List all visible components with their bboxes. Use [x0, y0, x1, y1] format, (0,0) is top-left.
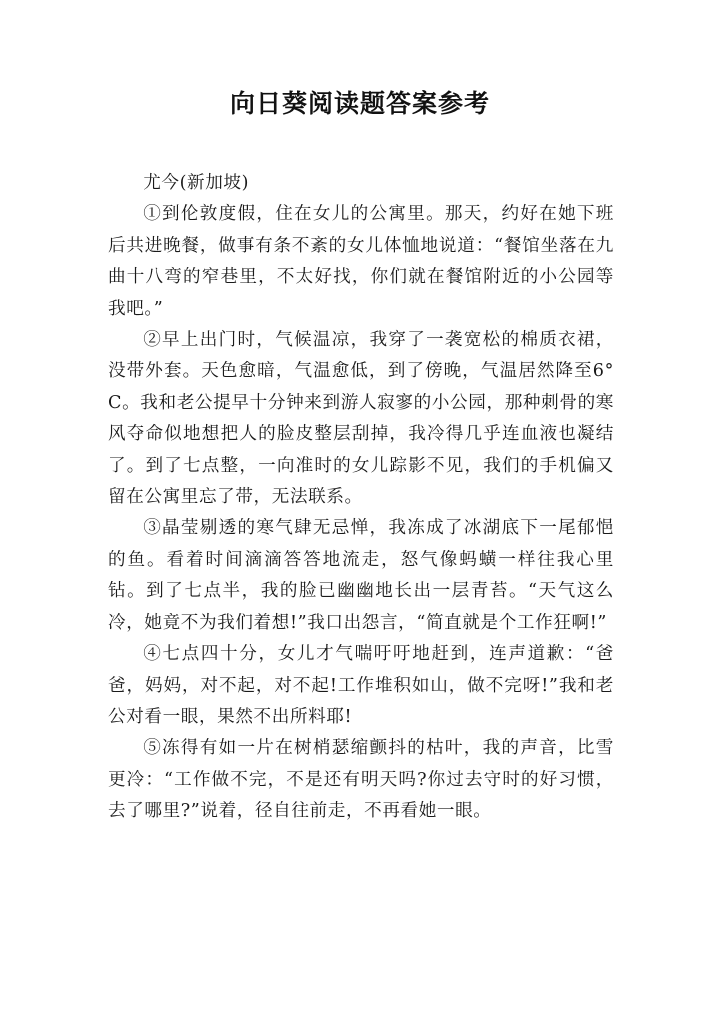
- paragraph-4: ④七点四十分，女儿才气喘吁吁地赶到，连声道歉：“爸爸，妈妈，对不起，对不起!工作堆积如山，做不完呀!”我和老公对看一眼，果然不出所料耶!: [108, 644, 614, 727]
- paragraph-5: ⑤冻得有如一片在树梢瑟缩颤抖的枯叶，我的声音，比雪更冷：“工作做不完，不是还有明天吗?你过去守时的好习惯，去了哪里?”说着，径自往前走，不再看她一眼。: [108, 738, 614, 822]
- paragraph-2: ②早上出门时，气候温凉，我穿了一袭宽松的棉质衣裙，没带外套。天色愈暗，气温愈低，到了傍晚，气温居然降至6° C。我和老公提早十分钟来到游人寂寥的小公园，那种刺骨的寒风夺命似地想把人的脸皮整层刮掉，我冷得几乎连血液也凝结了。到了七点整，一向准时的女儿踪影不见，我们的手机偏又留在公寓里忘了带，无法联系。: [108, 330, 614, 508]
- document-title: 向日葵阅读题答案参考: [229, 89, 490, 118]
- document-body: [108, 168, 614, 828]
- paragraph-1: ①到伦敦度假，住在女儿的公寓里。那天，约好在她下班后共进晚餐，做事有条不紊的女儿体恤地说道：“餐馆坐落在九曲十八弯的窄巷里，不太好找，你们就在餐馆附近的小公园等我吧。”: [108, 204, 614, 319]
- author-line: 尤今(新加坡): [143, 173, 250, 193]
- paragraph-3: ③晶莹剔透的寒气肆无忌惮，我冻成了冰湖底下一尾郁悒的鱼。看着时间滴滴答答地流走，怒气像蚂蟥一样往我心里钻。到了七点半，我的脸已幽幽地长出一层青苔。“天气这么冷，她竟不为我们着想!”我口出怨言，“简直就是个工作狂啊!”: [108, 518, 614, 633]
